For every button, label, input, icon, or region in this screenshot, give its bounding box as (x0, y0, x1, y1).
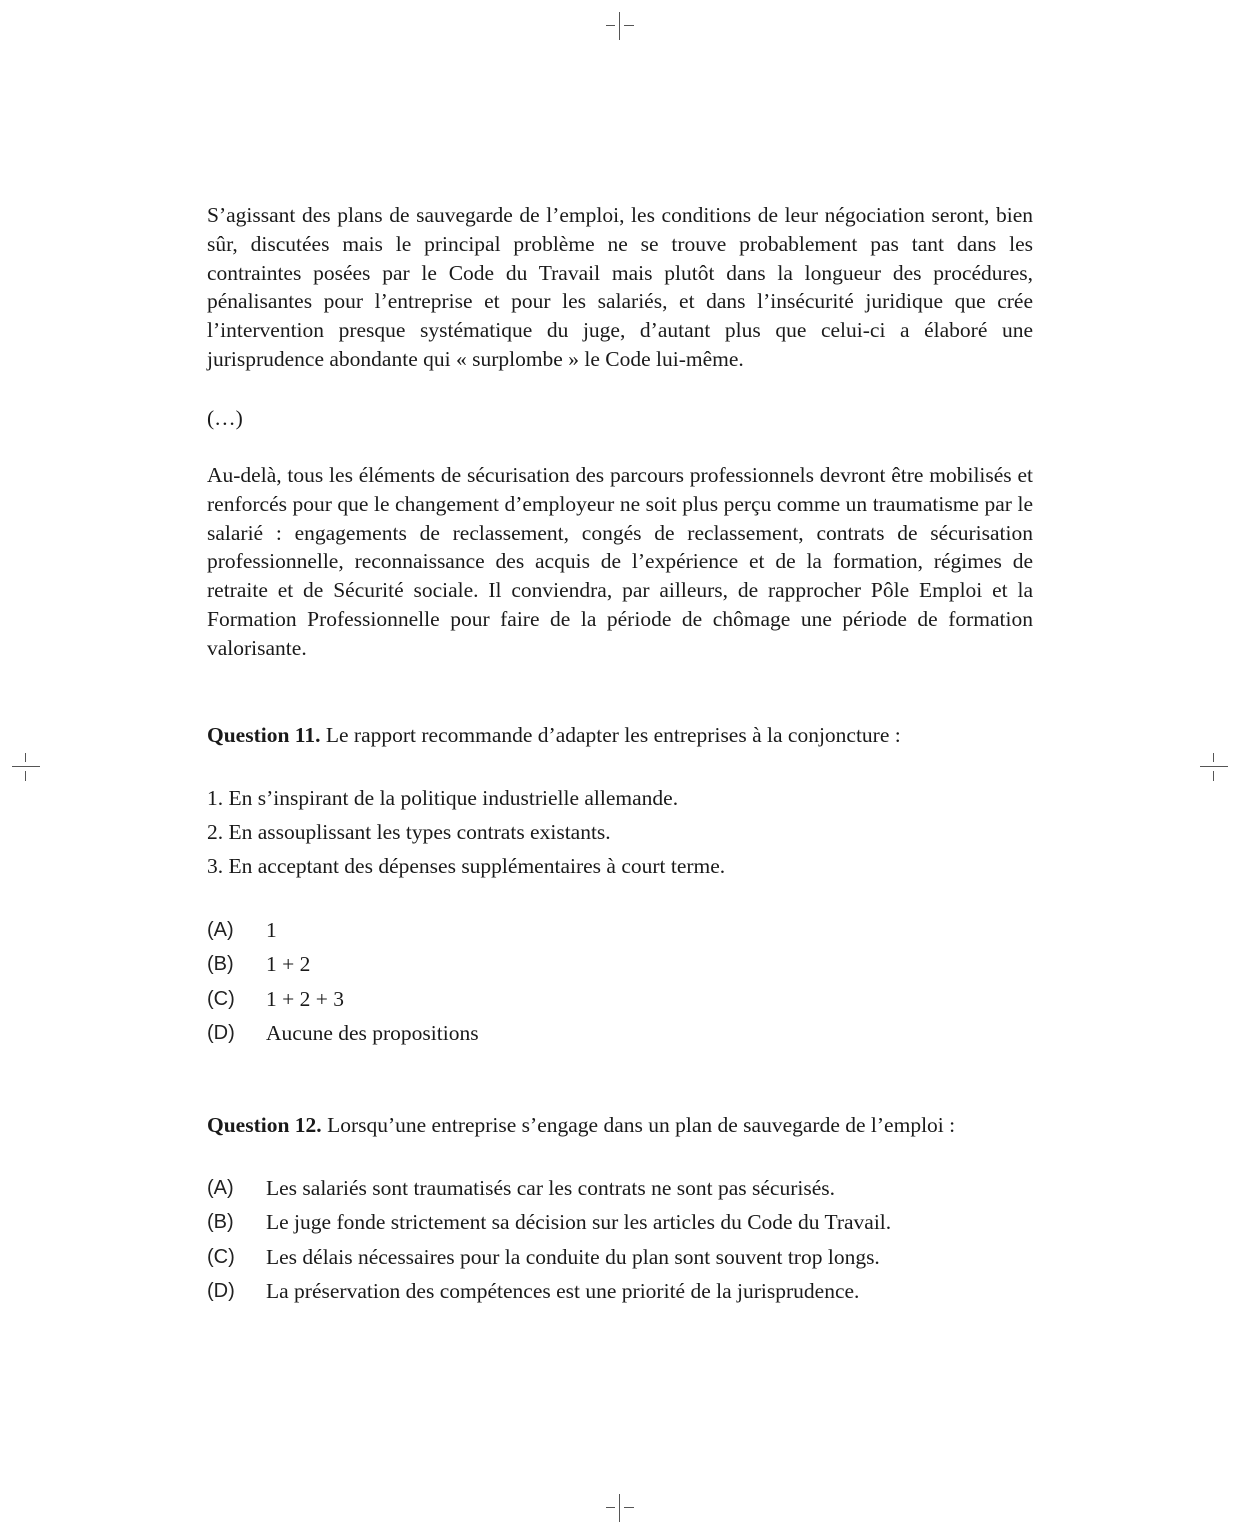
q12-choice-a[interactable] (207, 1171, 1087, 1205)
proposition-3: 3. En acceptant des dépenses supplémentaires à court terme. (207, 854, 726, 879)
choice-text: Aucune des propositions (266, 1020, 479, 1045)
q11-choice-a[interactable] (207, 913, 1087, 947)
proposition-1: 1. En s’inspirant de la politique industrielle allemande. (207, 786, 679, 810)
q11-choice-c[interactable] (207, 982, 1087, 1016)
choice-text: 1 + 2 + 3 (266, 986, 345, 1011)
question-11-text: Le rapport recommande d’adapter les entreprises à la conjoncture : (320, 723, 901, 747)
choice-letter: (C) (207, 987, 235, 1010)
question-12-text: Lorsqu’une entreprise s’engage dans un plan de sauvegarde de l’emploi : (321, 1113, 956, 1137)
passage-paragraph-1: S’agissant des plans de sauvegarde de l’emploi, les conditions de leur négociation seront, bien sûr, discutées mais le principal problème ne se trouve probablement pas tant dans les contraintes posées par le Code du Travail mais plutôt dans la longueur des procédures, pénalisantes pour l’entreprise et pour les salariés, et dans l’insécurité juridique que crée l’intervention presque systématique du juge, d’autant plus que celui-ci a élaboré une jurisprudence abondante qui « surplombe » le Code lui-même. (207, 203, 1033, 371)
crop-mark-top-icon (606, 12, 634, 40)
question-12-stem (207, 1110, 1047, 1140)
question-12-label: Question 12. (207, 1113, 322, 1137)
q12-choice-d[interactable] (207, 1274, 1087, 1308)
choice-letter: (A) (207, 1177, 234, 1199)
question-11-choices (207, 913, 1087, 1050)
choice-text: 1 + 2 (266, 952, 311, 977)
question-12-choices (207, 1171, 1087, 1308)
question-11-stem (207, 720, 1047, 750)
crop-mark-bottom-icon (606, 1494, 634, 1522)
q12-choice-c[interactable] (207, 1240, 1087, 1274)
choice-letter: (C) (207, 1245, 235, 1268)
q11-choice-b[interactable] (207, 947, 1087, 981)
crop-mark-right-icon (1200, 753, 1228, 781)
choice-text: Le juge fonde strictement sa décision sur les articles du Code du Travail. (266, 1210, 892, 1235)
question-11-label: Question 11. (207, 723, 321, 747)
proposition-2: 2. En assouplissant les types contrats existants. (207, 820, 611, 845)
choice-letter: (D) (207, 1279, 235, 1302)
choice-letter: (A) (207, 919, 234, 941)
passage-paragraph-2: Au-delà, tous les éléments de sécurisation des parcours professionnels devront être mobilisés et renforcés pour que le changement d’employeur ne soit plus perçu comme un traumatisme par le salarié : engagements de reclassement, congés de reclassement, contrats de sécurisation professionnelle, reconnaissance des acquis de l’expérience et de la formation, régimes de retraite et de Sécurité sociale. Il conviendra, par ailleurs, de rapprocher Pôle Emploi et la Formation Professionnelle pour faire de la période de chômage une période de formation valorisante. (207, 463, 1033, 660)
q11-choice-d[interactable] (207, 1016, 1087, 1050)
choice-text: 1 (266, 918, 277, 942)
passage-ellipsis: (…) (207, 406, 243, 430)
question-11-propositions (207, 781, 1047, 884)
crop-mark-left-icon (12, 753, 40, 781)
choice-letter: (B) (207, 953, 234, 976)
choice-text: Les salariés sont traumatisés car les contrats ne sont pas sécurisés. (266, 1176, 835, 1200)
choice-text: La préservation des compétences est une priorité de la jurisprudence. (266, 1278, 860, 1303)
choice-text: Les délais nécessaires pour la conduite du plan sont souvent trop longs. (266, 1244, 880, 1269)
q12-choice-b[interactable] (207, 1205, 1087, 1239)
choice-letter: (D) (207, 1021, 235, 1044)
choice-letter: (B) (207, 1211, 234, 1234)
